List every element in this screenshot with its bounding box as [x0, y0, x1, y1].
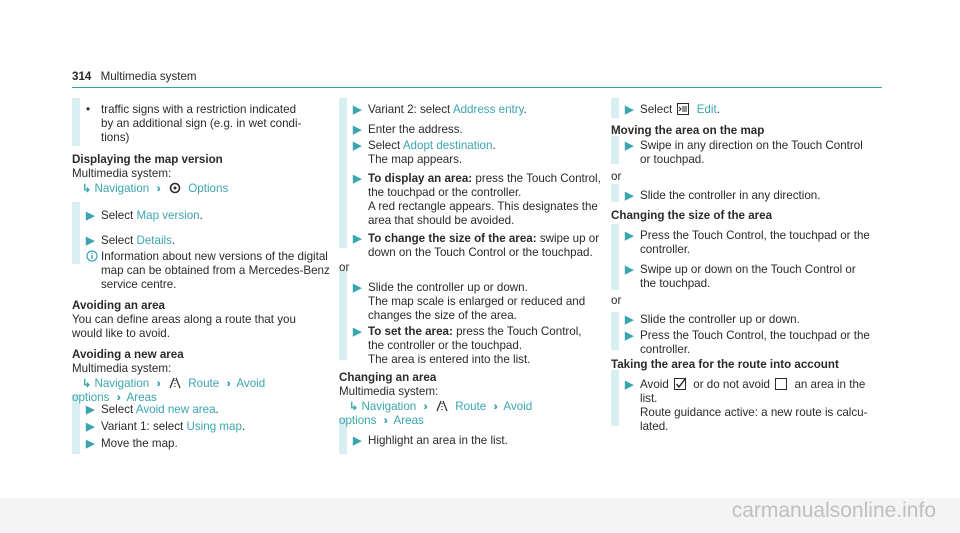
checkbox-checked-icon	[674, 378, 686, 390]
page-header	[72, 70, 197, 84]
step-arrow-icon: ▶	[625, 314, 634, 326]
step-arrow-icon: ▶	[625, 104, 634, 116]
double-chevron-icon: ››	[116, 392, 118, 404]
step-arrow-icon: ▶	[625, 330, 634, 342]
step-text: Highlight an area in the list.	[368, 434, 508, 447]
route-icon	[436, 400, 448, 412]
header-rule	[72, 87, 882, 88]
navigation-link[interactable]: Navigation	[94, 182, 150, 195]
path-arrow-icon: ↳	[82, 378, 92, 390]
double-chevron-icon: ››	[383, 415, 385, 427]
section-heading: Changing an area	[339, 371, 437, 384]
map-version-link[interactable]: Map version	[136, 209, 200, 222]
path-arrow-icon: ↳	[82, 183, 92, 195]
section-heading: Moving the area on the map	[611, 124, 765, 137]
step-arrow-icon: ▶	[625, 230, 634, 242]
step-arrow-icon: ▶	[86, 421, 95, 433]
options-link[interactable]: options	[339, 414, 377, 427]
step-arrow-icon: ▶	[625, 264, 634, 276]
info-icon	[86, 250, 98, 262]
step-arrow-icon: ▶	[353, 233, 362, 245]
double-chevron-icon: ››	[493, 401, 495, 413]
using-map-link[interactable]: Using map	[186, 420, 242, 433]
navigation-link[interactable]: Navigation	[94, 377, 150, 390]
navigation-link[interactable]: Navigation	[361, 400, 417, 413]
step-arrow-icon: ▶	[86, 404, 95, 416]
menu-icon	[677, 103, 689, 115]
page-number: 314	[72, 70, 92, 83]
address-entry-link[interactable]: Address entry	[452, 103, 524, 116]
checkbox-empty-icon	[775, 378, 787, 390]
step-arrow-icon: ▶	[625, 140, 634, 152]
options-link[interactable]: options	[72, 391, 110, 404]
avoid-link[interactable]: Avoid	[236, 377, 266, 390]
step-bar	[72, 98, 80, 146]
watermark-bar	[0, 498, 960, 533]
areas-link[interactable]: Areas	[126, 391, 157, 404]
step-arrow-icon: ▶	[625, 379, 634, 391]
bullet-icon: •	[86, 103, 91, 116]
route-icon	[169, 377, 181, 389]
step-bar	[339, 270, 347, 360]
route-link[interactable]: Route	[188, 377, 220, 390]
step-text: Enter the address.	[368, 123, 463, 136]
step-arrow-icon: ▶	[86, 235, 95, 247]
areas-link[interactable]: Areas	[393, 414, 424, 427]
section-heading: Avoiding a new area	[72, 348, 184, 361]
step-bar	[611, 98, 619, 118]
page-header-title: Multimedia system	[100, 70, 197, 83]
step-arrow-icon: ▶	[353, 435, 362, 447]
edit-link[interactable]: Edit	[696, 103, 717, 116]
step-arrow-icon: ▶	[353, 124, 362, 136]
step-bar	[339, 98, 347, 248]
section-heading: Taking the area for the route into account	[611, 358, 839, 371]
section-heading: Avoiding an area	[72, 299, 165, 312]
double-chevron-icon: ››	[156, 183, 158, 195]
step-bar	[611, 312, 619, 350]
step-arrow-icon: ▶	[353, 140, 362, 152]
double-chevron-icon: ››	[156, 378, 158, 390]
step-bar	[72, 202, 80, 264]
route-link[interactable]: Route	[455, 400, 487, 413]
step-bar	[611, 136, 619, 164]
step-arrow-icon: ▶	[353, 282, 362, 294]
options-link[interactable]: Options	[188, 182, 229, 195]
step-arrow-icon: ▶	[86, 438, 95, 450]
step-text: Move the map.	[101, 437, 178, 450]
double-chevron-icon: ››	[423, 401, 425, 413]
section-heading: Changing the size of the area	[611, 209, 773, 222]
details-link[interactable]: Details	[136, 234, 172, 247]
double-chevron-icon: ››	[226, 378, 228, 390]
avoid-link[interactable]: Avoid	[503, 400, 533, 413]
gear-icon	[169, 182, 181, 194]
step-bar	[611, 224, 619, 290]
step-text: Slide the controller in any direction.	[640, 189, 821, 202]
info-text: Information about new versions of the digital	[101, 250, 328, 263]
step-bar	[611, 370, 619, 426]
step-bar	[611, 184, 619, 202]
bullet-text: traffic signs with a restriction indicated	[101, 103, 297, 116]
step-arrow-icon: ▶	[353, 104, 362, 116]
adopt-destination-link[interactable]: Adopt destination	[402, 139, 493, 152]
watermark-text: carmanualsonline.info	[731, 499, 936, 522]
step-arrow-icon: ▶	[353, 326, 362, 338]
path-arrow-icon: ↳	[349, 401, 359, 413]
step-arrow-icon: ▶	[353, 173, 362, 185]
step-arrow-icon: ▶	[625, 190, 634, 202]
section-heading: Displaying the map version	[72, 153, 223, 166]
step-arrow-icon: ▶	[86, 210, 95, 222]
avoid-new-area-link[interactable]: Avoid new area	[135, 403, 216, 416]
